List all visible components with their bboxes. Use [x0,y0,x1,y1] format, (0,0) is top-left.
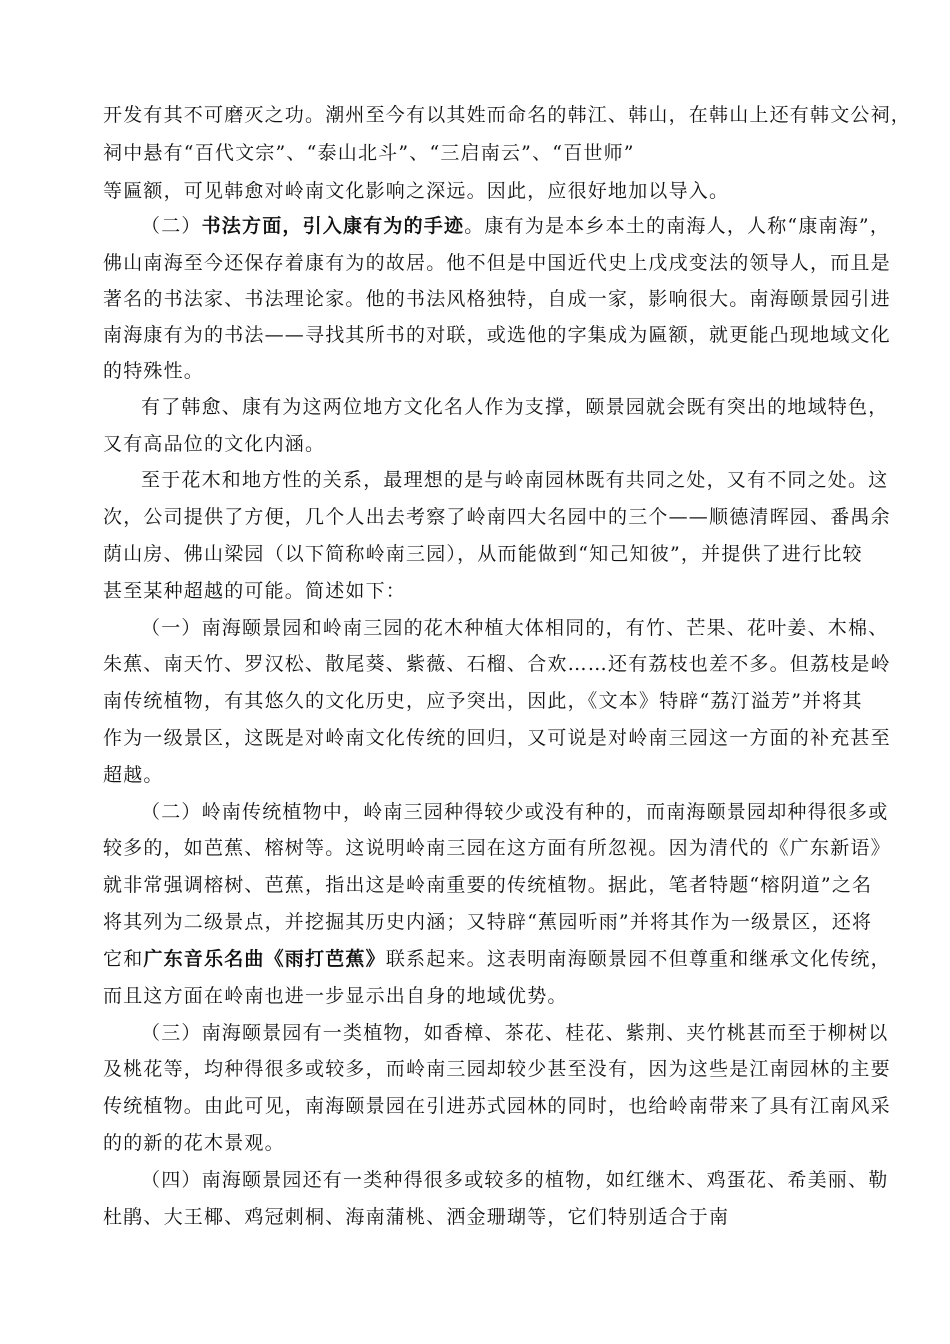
paragraph-4-line-1: 至于花木和地方性的关系，最理想的是与岭南园林既有共同之处，又有不同之处。这 [141,469,889,491]
paragraph-7-line-4: 的的新的花木景观。 [103,1132,285,1154]
paragraph-3-line-1: 有了韩愈、康有为这两位地方文化名人作为支撑，颐景园就会既有突出的地域特色， [141,396,889,418]
paragraph-2-line-1 [141,214,890,238]
paragraph-1-line-3: 等匾额，可见韩愈对岭南文化影响之深远。因此，应很好地加以导入。 [103,180,730,202]
paragraph-2-line-5: 的特殊性。 [103,360,205,382]
paragraph-2-line-3: 著名的书法家、书法理论家。他的书法风格独特，自成一家，影响很大。南海颐景园引进 [103,288,891,310]
paragraph-8-line-2: 杜鹃、大王椰、鸡冠刺桐、海南蒲桃、洒金珊瑚等，它们特别适合于南 [103,1206,730,1228]
paragraph-6-line-6: 而且这方面在岭南也进一步显示出自身的地域优势。 [103,985,568,1007]
paragraph-2-line-2: 佛山南海至今还保存着康有为的故居。他不但是中国近代史上戊戌变法的领导人，而且是 [103,252,891,274]
paragraph-7-line-2: 及桃花等，均种得很多或较多，而岭南三园却较少甚至没有，因为这些是江南园林的主要 [103,1058,891,1080]
paragraph-5-line-3: 南传统植物，有其悠久的文化历史，应予突出，因此，《文本》特辟“荔汀溢芳”并将其 [103,690,863,712]
paragraph-6-music-title: 广东音乐名曲《雨打芭蕉》 [143,948,386,970]
paragraph-5-line-2: 朱蕉、南天竹、罗汉松、散尾葵、紫薇、石榴、合欢……还有荔枝也差不多。但荔枝是岭 [103,653,891,675]
paragraph-6-line-3: 就非常强调榕树、芭蕉，指出这是岭南重要的传统植物。据此，笔者特题“榕阴道”之名 [103,874,873,896]
paragraph-2-prefix: （二） [141,215,202,237]
paragraph-5-line-5: 超越。 [103,764,164,786]
paragraph-6-line-5-pre: 它和 [103,948,144,970]
paragraph-4-line-2: 次，公司提供了方便，几个人出去考察了岭南四大名园中的三个——顺德清晖园、番禺余 [103,506,891,528]
paragraph-6-line-1: （二）岭南传统植物中，岭南三园种得较少或没有种的，而南海颐景园却种得很多或 [141,801,889,823]
paragraph-4-line-4: 甚至某种超越的可能。简述如下： [103,580,407,602]
paragraph-7-line-1: （三）南海颐景园有一类植物，如香樟、茶花、桂花、紫荆、夹竹桃甚而至于柳树以 [141,1022,889,1044]
paragraph-1-line-1: 开发有其不可磨灭之功。潮州至今有以其姓而命名的韩江、韩山，在韩山上还有韩文公祠， [103,104,912,126]
paragraph-1-line-2: 祠中悬有“百代文宗”、“泰山北斗”、“三启南云”、“百世师” [103,142,635,164]
paragraph-6-line-5-post: 联系起来。这表明南海颐景园不但尊重和继承文化传统， [385,948,891,970]
paragraph-5-line-4: 作为一级景区，这既是对岭南文化传统的回归，又可说是对岭南三园这一方面的补充甚至 [103,727,891,749]
paragraph-5-line-1: （一）南海颐景园和岭南三园的花木种植大体相同的，有竹、芒果、花叶姜、木棉、 [141,617,889,639]
paragraph-4-line-3: 荫山房、佛山梁园（以下简称岭南三园），从而能做到“知己知彼”，并提供了进行比较 [103,543,863,565]
paragraph-6-line-2: 较多的，如芭蕉、榕树等。这说明岭南三园在这方面有所忽视。因为清代的《广东新语》 [103,837,891,859]
paragraph-2-line-1-rest: 。康有为是本乡本土的南海人，人称“康南海”， [464,215,891,237]
paragraph-2-line-4: 南海康有为的书法——寻找其所书的对联，或选他的字集成为匾额，就更能凸现地域文化 [103,324,891,346]
paragraph-8-line-1: （四）南海颐景园还有一类种得很多或较多的植物，如红继木、鸡蛋花、希美丽、勒 [141,1169,889,1191]
paragraph-7-line-3: 传统植物。由此可见，南海颐景园在引进苏式园林的同时，也给岭南带来了具有江南风采 [103,1095,891,1117]
paragraph-6-line-4: 将其列为二级景点，并挖掘其历史内涵；又特辟“蕉园听雨”并将其作为一级景区，还将 [103,911,873,933]
paragraph-6-line-5 [103,947,891,971]
paragraph-3-line-2: 又有高品位的文化内涵。 [103,433,326,455]
paragraph-2-heading: 书法方面，引入康有为的手迹 [201,215,465,237]
